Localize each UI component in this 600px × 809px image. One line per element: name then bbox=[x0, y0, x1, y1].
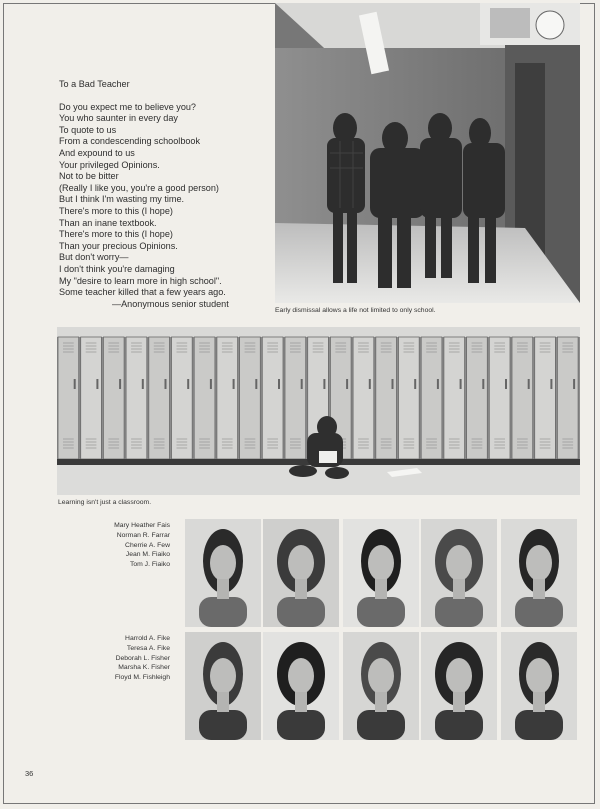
poem-line: There's more to this (I hope) bbox=[59, 229, 173, 240]
poem-line: Than your precious Opinions. bbox=[59, 240, 178, 251]
student-name: Marsha K. Fisher bbox=[118, 664, 170, 672]
poem-signature: —Anonymous senior student bbox=[112, 298, 229, 309]
student-portrait bbox=[263, 632, 339, 740]
poem-line: Do you expect me to believe you? bbox=[59, 101, 196, 112]
lockers-caption: Learning isn't just a classroom. bbox=[58, 499, 152, 506]
student-name: Harrold A. Fike bbox=[125, 635, 170, 642]
portrait-names-row-1 bbox=[0, 521, 170, 570]
student-portrait bbox=[501, 632, 577, 740]
student-portrait bbox=[185, 519, 261, 627]
student-name: Jean M. Fiaiko bbox=[125, 551, 170, 559]
student-portrait bbox=[421, 632, 497, 740]
poem-title: To a Bad Teacher bbox=[59, 79, 130, 89]
poem-line: But I think I'm wasting my time. bbox=[59, 194, 185, 205]
student-name: Teresa A. Fike bbox=[126, 644, 170, 652]
hallway-photo bbox=[275, 3, 580, 303]
student-portrait bbox=[263, 519, 339, 627]
poem-line: But don't worry— bbox=[59, 252, 129, 263]
poem-line: And expound to us bbox=[59, 147, 135, 158]
student-portrait bbox=[343, 632, 419, 740]
student-portrait bbox=[185, 632, 261, 740]
student-name: Cherrie A. Few bbox=[125, 541, 170, 549]
student-portrait bbox=[421, 519, 497, 627]
student-name: Floyd M. Fishleigh bbox=[114, 674, 170, 682]
student-name: Norman R. Farrar bbox=[116, 531, 170, 539]
poem-line: Not to be bitter bbox=[59, 171, 119, 182]
poem-line: You who saunter in every day bbox=[59, 113, 178, 124]
poem bbox=[59, 79, 269, 310]
poem-line: From a condescending schoolbook bbox=[59, 136, 201, 147]
poem-line: Some teacher killed that a few years ago. bbox=[59, 287, 226, 298]
portrait-names-row-2 bbox=[0, 634, 170, 683]
hallway-caption: Early dismissal allows a life not limited to only school. bbox=[275, 307, 436, 314]
page-number: 36 bbox=[25, 769, 34, 778]
poem-line: Your privileged Opinions. bbox=[59, 159, 160, 170]
lockers-photo bbox=[57, 327, 580, 495]
student-name: Tom J. Fiaiko bbox=[129, 561, 170, 569]
poem-line: Than an inane textbook. bbox=[59, 217, 157, 228]
student-portrait bbox=[343, 519, 419, 627]
student-name: Mary Heather Fais bbox=[114, 522, 170, 529]
poem-line: (Really I like you, you're a good person) bbox=[59, 182, 219, 193]
student-name: Deborah L. Fisher bbox=[115, 654, 170, 662]
student-portrait bbox=[501, 519, 577, 627]
poem-line: My "desire to learn more in high school". bbox=[59, 275, 222, 286]
poem-line: To quote to us bbox=[59, 124, 117, 135]
poem-line: There's more to this (I hope) bbox=[59, 205, 173, 216]
poem-line: I don't think you're damaging bbox=[59, 263, 175, 274]
